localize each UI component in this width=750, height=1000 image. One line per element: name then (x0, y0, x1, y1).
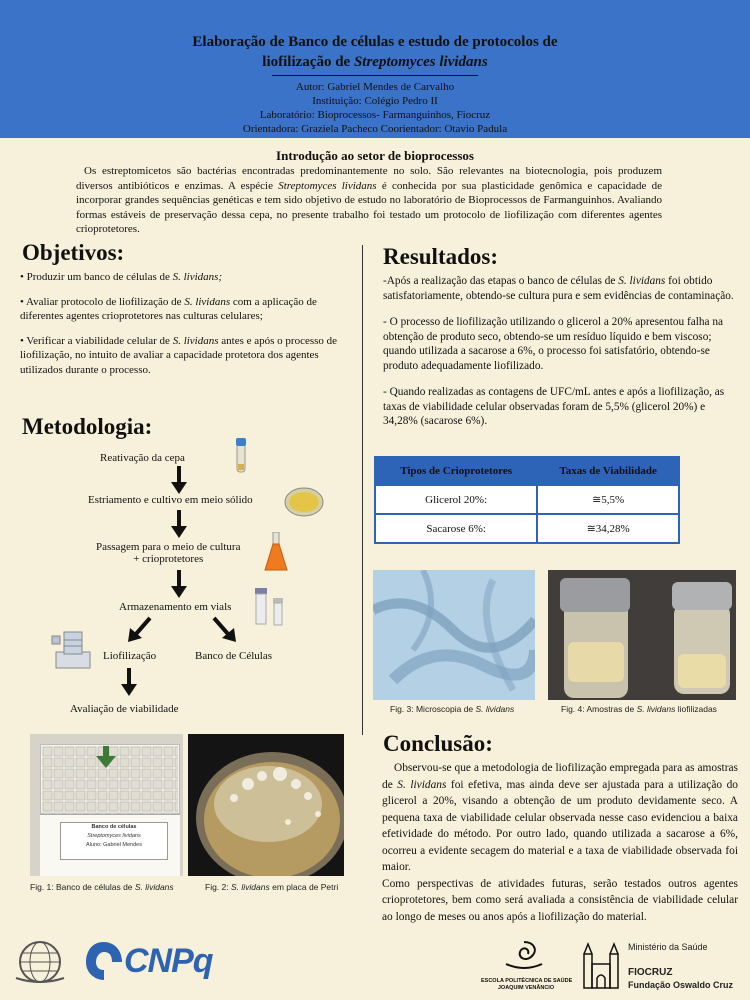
arrow-left-down-icon (128, 616, 154, 644)
title-species: Streptomyces lividans (353, 54, 488, 70)
viability-table (374, 456, 680, 544)
institution: Instituição: Colégio Pedro II (312, 95, 438, 107)
flow-step-reactivation: Reativação da cepa (100, 452, 185, 464)
figure-1-caption: Fig. 1: Banco de células de S. lividans (30, 882, 174, 892)
arrow-down-icon (96, 746, 116, 768)
petri-dish-image (188, 734, 344, 876)
cell-bank-label: Banco de células Streptomyces lividans Aluno: Gabriel Mendes (60, 822, 168, 860)
table-cell-agent: Glicerol 20%: (375, 485, 537, 514)
author-info (0, 80, 750, 136)
title-rule (272, 75, 478, 76)
table-header-rates: Taxas de Viabilidade (537, 457, 679, 485)
author: Autor: Gabriel Mendes de Carvalho (295, 81, 455, 93)
title-line-2: liofilização de Streptomyces lividans (262, 54, 488, 70)
column-divider (362, 245, 363, 735)
results-paragraph: - Quando realizadas as contagens de UFC/mL antes e após a liofilização, as taxas de viabilidade celular observadas foram de 5,5% (glicerol 20%) e 34,28% (sacarose 6%). (383, 386, 725, 427)
table-row (375, 514, 679, 543)
arrow-down-icon (121, 668, 137, 696)
objectives-list (20, 270, 350, 385)
microscopy-image (373, 570, 535, 700)
vials-icon (254, 588, 288, 626)
table-row (375, 485, 679, 514)
objective-item: • Avaliar protocolo de liofilização de S. lividans com a aplicação de diferentes agentes crioprotetores nas culturas celulares; (20, 295, 317, 322)
intro-title: Introdução ao setor de bioprocessos (276, 148, 474, 163)
objective-item: • Produzir um banco de células de S. lividans; (20, 271, 223, 283)
cnpq-emblem-icon (84, 940, 124, 982)
arrow-right-down-icon (210, 616, 236, 644)
flow-step-viability: Avaliação de viabilidade (70, 703, 179, 715)
figure-3-caption: Fig. 3: Microscopia de S. lividans (390, 704, 515, 714)
fiocruz-castle-icon (580, 940, 622, 990)
lyophilizer-icon (50, 626, 96, 672)
flow-step-lyophilization: Liofilização (103, 650, 157, 662)
ministry-text: Ministério da Saúde (628, 942, 708, 952)
arrow-down-icon (171, 570, 187, 598)
laboratory: Laboratório: Bioprocessos- Farmanguinhos, Fiocruz (259, 109, 491, 121)
foundation-text: Fundação Oswaldo Cruz (628, 980, 734, 990)
conclusion-text (382, 760, 738, 925)
epsjv-emblem-icon (504, 938, 544, 972)
flask-icon (264, 532, 288, 572)
conclusion-paragraph: Como perspectivas de atividades futuras, serão testados outros agentes crioprotetores, bem como será avaliada a consistência de viabilidade celular ao longo de meses ou anos após a liofilização do material. (382, 877, 738, 923)
figure-petri-dish-photo (188, 734, 344, 876)
table-cell-rate: ≅34,28% (537, 514, 679, 543)
flow-step-storage: Armazenamento em vials (119, 601, 232, 613)
table-header-agents: Tipos de Crioprotetores (375, 457, 537, 485)
conclusion-paragraph: Observou-se que a metodologia de liofilização empregada para as amostras de S. lividans foi efetiva, mas ainda deve ser ajustada para a utilização do glicerol a 20%, visando a obtenção de um produto devidamente seco. A pequena taxa de viabilidade celular observada nesse caso evidenciou a baixa efetividade do método. Por outro lado, quando utilizada a sacarose a 6%, ocorreu a evidente secagem do material e a taxa de viabilidade observada foi maior. (382, 762, 739, 873)
methodology-heading: Metodologia: (22, 414, 153, 439)
results-paragraph: - O processo de liofilização utilizando o glicerol a 20% apresentou falha na obtenção de produto seco, obtendo-se um resíduo líquido e bem viscoso; quando utilizada a sacarose a 6%, o processo foi satisfatório, obtendo-se produto adequadamente liofilizado. (383, 316, 724, 372)
flow-step-passage: Passagem para o meio de cultura + crioprotetores (96, 541, 241, 565)
figure-2-caption: Fig. 2: S. lividans em placa de Petri (205, 882, 339, 892)
conclusion-heading: Conclusão: (383, 731, 493, 756)
figure-microscopy-photo (373, 570, 535, 700)
results-text (383, 274, 735, 437)
figure-samples-photo (548, 570, 736, 700)
intro-text: Os estreptomicetos são bactérias encontradas predominantemente no solo. São relevantes na biotecnologia, pois produzem diversos antibióticos e enzimas. A espécie Streptomyces lividans é conhecida por sua plasticidade genômica e capacidade de incorporar grandes sequências genéticas e tem sido objetivo de estudo no laboratório de Bioprocessos de Farmanguinhos. Avaliando formas estáveis de preservação dessa cepa, no presente trabalho foi testado um protocolo de liofilização com diferentes agentes crioprotetores. (76, 165, 663, 235)
petri-dish-icon (284, 486, 324, 518)
cnpq-logo-text: CNPq (124, 942, 213, 980)
poster-title (0, 32, 750, 72)
table-header-row (375, 457, 679, 485)
header-banner (0, 0, 750, 138)
epsjv-logo-text: ESCOLA POLITÉCNICA DE SAÚDE JOAQUIM VENÂNCIO (481, 978, 573, 991)
objective-item: • Verificar a viabilidade celular de S. lividans antes e após o processo de liofilização, no intuito de avaliar a capacidade protetora dos agentes utilizados durante o processo. (20, 334, 338, 376)
objectives-heading: Objetivos: (22, 240, 125, 265)
figure-cell-bank-photo (30, 734, 183, 876)
figure-4-caption: Fig. 4: Amostras de S. lividans liofilizadas (561, 704, 717, 714)
table-cell-rate: ≅5,5% (537, 485, 679, 514)
arrow-down-icon (171, 510, 187, 538)
advisors: Orientadora: Graziela Pacheco Coorientador: Otavio Padula (242, 123, 508, 135)
vial-icon (234, 438, 248, 474)
results-paragraph: -Após a realização das etapas o banco de células de S. lividans foi obtido satisfatoriamente, obtendo-se cultura pura e sem evidências de contaminação. (383, 275, 734, 302)
globe-seal-icon (12, 938, 68, 986)
samples-image (548, 570, 736, 700)
flow-step-cell-bank: Banco de Células (195, 650, 272, 662)
table-cell-agent: Sacarose 6%: (375, 514, 537, 543)
arrow-down-icon (171, 466, 187, 494)
results-heading: Resultados: (383, 244, 499, 269)
title-line-1: Elaboração de Banco de células e estudo de protocolos de (192, 34, 558, 50)
fiocruz-text: FIOCRUZ (628, 967, 673, 978)
flow-step-streaking: Estriamento e cultivo em meio sólido (88, 494, 253, 506)
